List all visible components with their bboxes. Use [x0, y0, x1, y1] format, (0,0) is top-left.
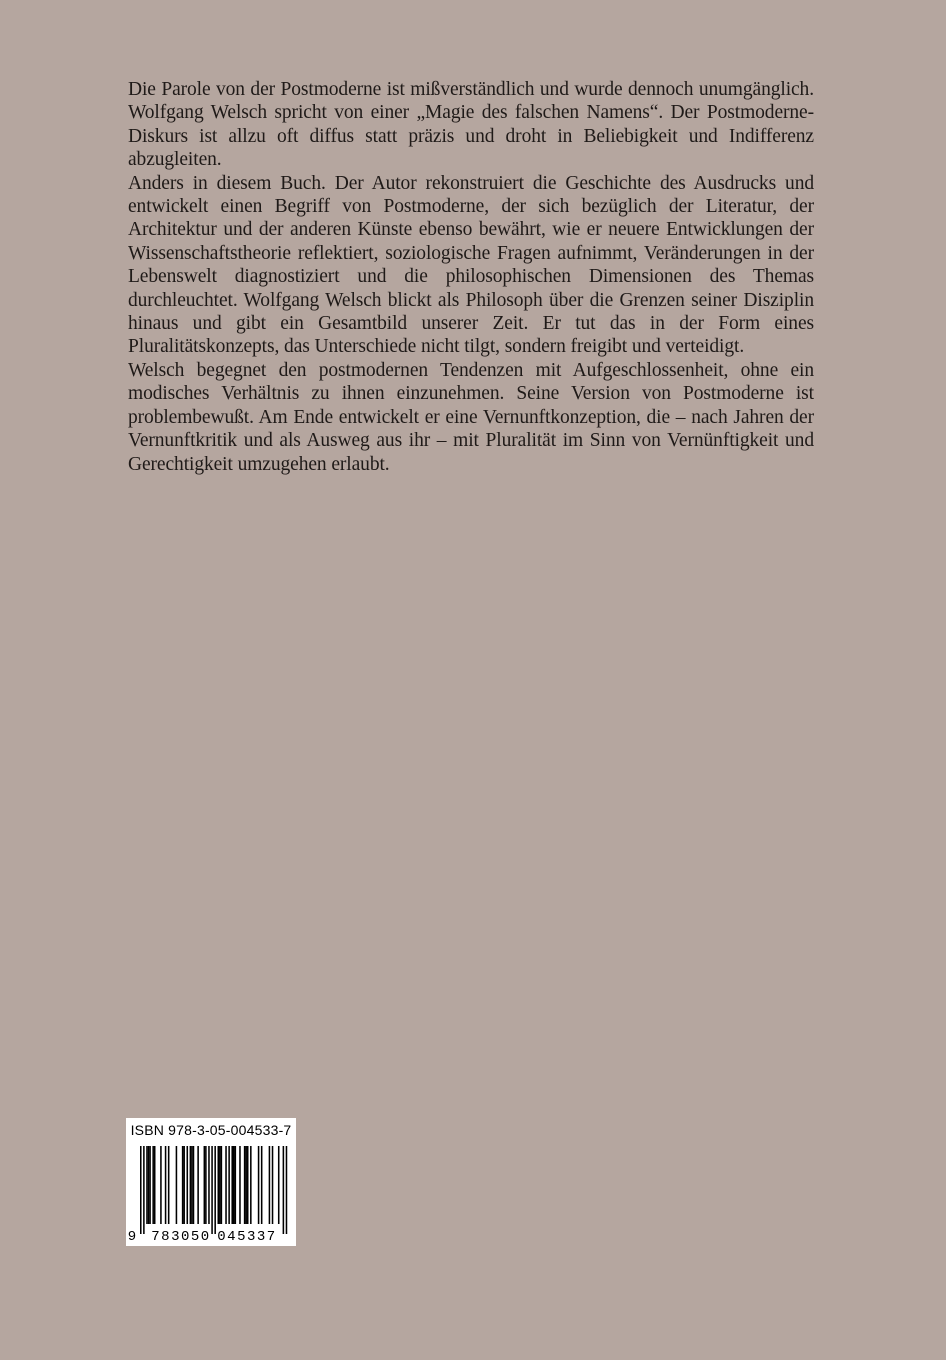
- barcode-bar: [152, 1146, 154, 1224]
- barcode-bar: [214, 1146, 216, 1234]
- barcode-bar: [235, 1146, 237, 1224]
- barcode-bar: [221, 1146, 223, 1224]
- barcode-bar: [205, 1146, 207, 1224]
- barcode-bar: [283, 1146, 285, 1234]
- barcode-bar: [148, 1146, 150, 1224]
- blurb-paragraph-1: Die Parole von der Postmoderne ist mißverständlich und wurde dennoch unumgänglich. Wolfgang Welsch spricht von einer „Magie des falschen Namens“. Der Postmoderne-Diskurs ist allzu oft diffus statt präzis und droht in Beliebigkeit und Indifferenz abzugleiten.: [128, 79, 814, 171]
- barcode-bar: [149, 1146, 151, 1224]
- barcode-bar: [143, 1146, 145, 1234]
- barcode-right-digits: 045337: [217, 1229, 277, 1245]
- barcode-bar: [245, 1146, 247, 1224]
- barcode-bar: [165, 1146, 167, 1224]
- barcode-bar: [225, 1146, 227, 1224]
- barcode-bar: [197, 1146, 199, 1224]
- barcode-bar: [278, 1146, 280, 1224]
- barcode-bar: [208, 1146, 210, 1224]
- barcode-bar: [146, 1146, 148, 1224]
- barcode-bar: [187, 1146, 189, 1224]
- barcode-bar: [250, 1146, 252, 1224]
- blurb-paragraph-3: Welsch begegnet den postmodernen Tendenzen mit Aufgeschlossenheit, ohne ein modisches Verhältnis zu ihnen einzunehmen. Seine Version von Postmoderne ist problembewußt. Am Ende entwickelt er eine Vernunftkonzeption, die – nach Jahren der Vernunftkritik und als Ausweg aus ihr – mit Pluralität im Sinn von Vernünftigkeit und Gerechtigkeit umzugehen erlaubt.: [128, 359, 814, 475]
- barcode-bar: [154, 1146, 156, 1224]
- barcode-bar: [269, 1146, 271, 1224]
- barcode-bar: [258, 1146, 260, 1224]
- barcode-bar: [286, 1146, 288, 1234]
- barcode-bar: [182, 1146, 184, 1224]
- barcode-bar: [160, 1146, 162, 1224]
- barcode-bar: [191, 1146, 193, 1224]
- isbn-barcode-block: [126, 1118, 296, 1246]
- barcode-bar: [244, 1146, 246, 1224]
- barcode-bar: [176, 1146, 178, 1224]
- barcode-bar: [190, 1146, 192, 1224]
- barcode-bar: [218, 1146, 220, 1224]
- barcode-bar: [272, 1146, 274, 1224]
- barcode-bar: [211, 1146, 213, 1234]
- barcode-bar: [261, 1146, 263, 1224]
- blurb-paragraph-2: Anders in diesem Buch. Der Autor rekonstruiert die Geschichte des Ausdrucks und entwickelt einen Begriff von Postmoderne, der sich bezüglich der Literatur, der Architektur und der anderen Künste ebenso bewährt, wie er neuere Entwicklungen der Wissenschaftstheorie reflektiert, soziologische Fragen aufnimmt, Veränderungen in der Lebenswelt diagnostiziert und die philosophischen Dimensionen des Themas durchleuchtet. Wolfgang Welsch blickt als Philosoph über die Grenzen seiner Disziplin hinaus und gibt ein Gesamtbild unserer Zeit. Er tut das in der Form eines Pluralitätskonzepts, das Unterschiede nicht tilgt, sondern freigibt und verteidigt.: [128, 172, 814, 358]
- barcode-bar: [204, 1146, 206, 1224]
- barcode-first-digit: 9: [127, 1229, 137, 1245]
- barcode-bar: [231, 1146, 233, 1224]
- barcode-bar: [183, 1146, 185, 1224]
- isbn-label: ISBN 978-3-05-004533-7: [130, 1122, 292, 1138]
- barcode-bar: [247, 1146, 249, 1224]
- barcode-bar: [219, 1146, 221, 1224]
- ean13-barcode: [126, 1140, 296, 1246]
- barcode-bar: [239, 1146, 241, 1224]
- barcode-bar: [193, 1146, 195, 1224]
- barcode-bar: [140, 1146, 142, 1234]
- barcode-bar: [233, 1146, 235, 1224]
- back-cover-blurb: [128, 78, 814, 476]
- barcode-bar: [168, 1146, 170, 1224]
- barcode-left-digits: 783050: [151, 1229, 211, 1245]
- barcode-bar: [228, 1146, 230, 1224]
- barcode-bars: [140, 1146, 287, 1234]
